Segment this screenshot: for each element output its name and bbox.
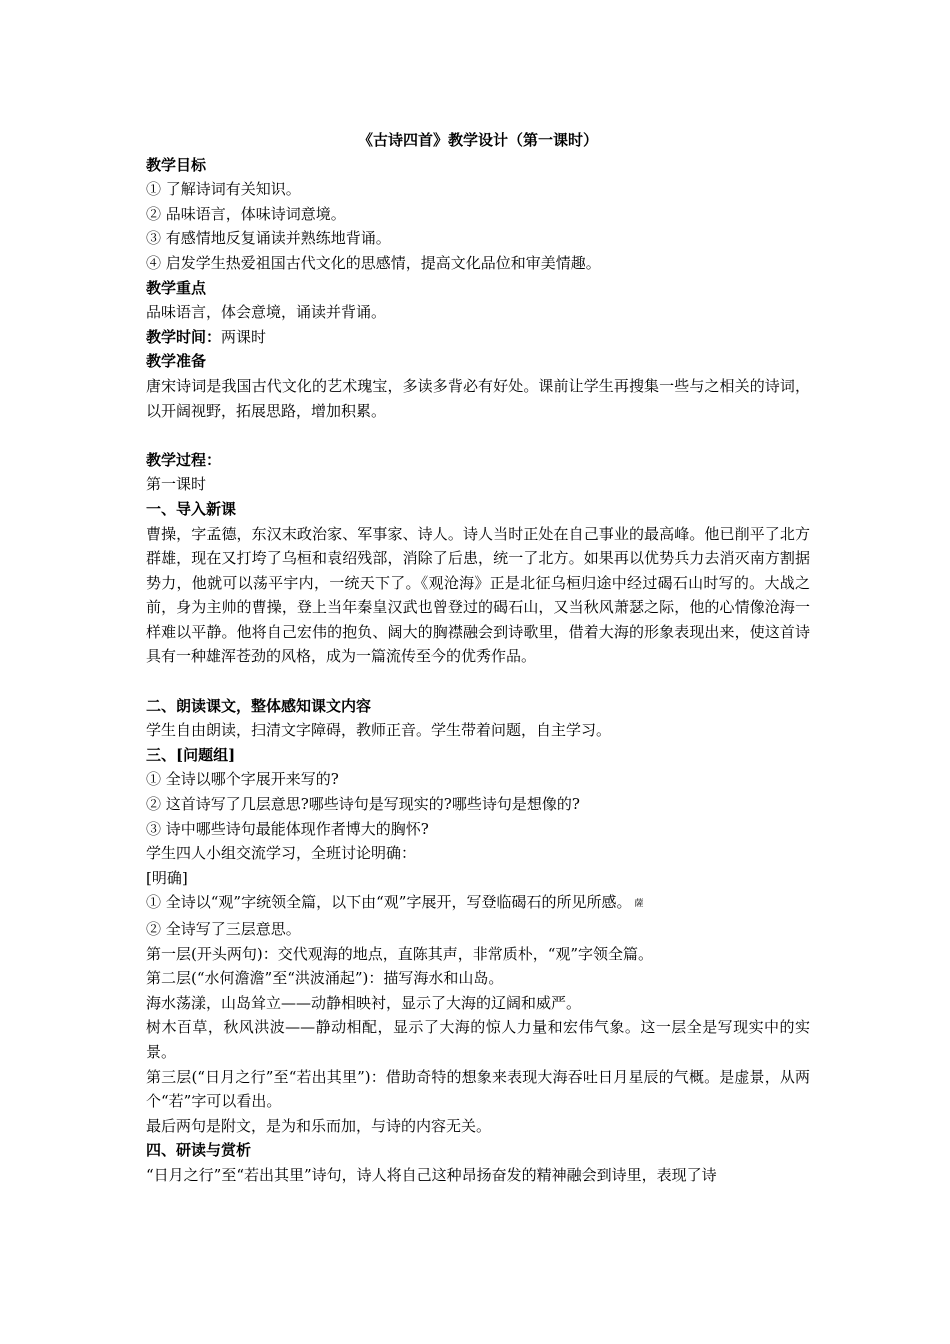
goal-item: ③ 有感情地反复诵读并熟练地背诵。 <box>146 229 391 248</box>
goal-item: ① 了解诗词有关知识。 <box>146 180 301 199</box>
question-item: ③ 诗中哪些诗句最能体现作者博大的胸怀? <box>146 819 429 838</box>
group-discussion-text: 学生四人小组交流学习，全班讨论明确： <box>146 844 417 863</box>
question-item: ② 这首诗写了几层意思?哪些诗句是写现实的?哪些诗句是想像的? <box>146 795 580 814</box>
key-points-heading: 教学重点 <box>146 278 207 297</box>
section4-text: “日月之行”至“若出其里”诗句，诗人将自己这种昂扬奋发的精神融会到诗里，表现了诗 <box>146 1165 717 1184</box>
layer-2-text: 第二层(“水何澹澹”至“洪波涌起”)：描写海水和山岛。 <box>146 969 504 988</box>
layer-3-text: 第三层(“日月之行”至“若出其里”)：借助奇特的想象来表现大海吞吐日月星辰的气概。是虚景，从两个“若”字可以看出。 <box>146 1067 810 1111</box>
goal-item: ② 品味语言，体味诗词意境。 <box>146 204 346 223</box>
preparation-text: 唐宋诗词是我国古代文化的艺术瑰宝，多读多背必有好处。课前让学生再搜集一些与之相关的诗词，以开阔视野，拓展思路，增加积累。 <box>146 376 810 420</box>
teaching-time <box>146 325 810 350</box>
goal-item: ④ 启发学生热爱祖国古代文化的思感情，提高文化品位和审美情趣。 <box>146 253 601 272</box>
preparation-heading: 教学准备 <box>146 352 207 371</box>
section2-text: 学生自由朗读，扫清文字障碍，教师正音。学生带着问题，自主学习。 <box>146 721 612 740</box>
section1-heading: 一、导入新课 <box>146 499 237 518</box>
layer-2-detail-b: 树木百草，秋风洪波——静动相配，显示了大海的惊人力量和宏伟气象。这一层全是写现实中的实景。 <box>146 1018 810 1061</box>
answer-item <box>146 890 810 917</box>
lesson-label: 第一课时 <box>146 475 207 494</box>
goals-heading: 教学目标 <box>146 155 207 174</box>
section4-heading: 四、研读与赏析 <box>146 1141 252 1160</box>
section1-text: 曹操，字孟德，东汉末政治家、军事家、诗人。诗人当时正处在自己事业的最高峰。他已削平了北方群雄，现在又打垮了乌桓和袁绍残部，消除了后患，统一了北方。如果再以优势兵力去消灭南方割据势力，他就可以荡平宇内，一统天下了。《观沧海》正是北征乌桓归途中经过碣石山时写的。大战之前，身为主帅的曹操，登上当年秦皇汉武也曾登过的碣石山，又当秋风萧瑟之际，他的心情像沧海一样难以平静。他将自己宏伟的抱负、阔大的胸襟融会到诗歌里，借着大海的形象表现出来，使这首诗具有一种雄浑苍劲的风格，成为一篇流传至今的优秀作品。 <box>146 524 810 666</box>
teaching-time-label: 教学时间： <box>146 327 222 346</box>
answer-item: ② 全诗写了三层意思。 <box>146 920 301 938</box>
spacer <box>146 423 810 448</box>
document-body <box>146 128 810 1188</box>
stray-mark: 薩 <box>634 899 644 910</box>
process-heading: 教学过程： <box>146 450 222 469</box>
layer-1-text: 第一层(开头两句)：交代观海的地点，直陈其声，非常质朴，“观”字领全篇。 <box>146 944 654 963</box>
clarify-label: [明确] <box>146 868 188 887</box>
document-title: 《古诗四首》教学设计（第一课时） <box>357 131 598 149</box>
section3-heading: 三、[问题组] <box>146 745 236 764</box>
teaching-time-value: 两课时 <box>221 327 267 346</box>
spacer <box>146 669 810 694</box>
question-item: ① 全诗以哪个字展开来写的? <box>146 770 339 789</box>
section2-heading: 二、朗读课文，整体感知课文内容 <box>146 696 372 715</box>
key-points-text: 品味语言，体会意境，诵读并背诵。 <box>146 303 387 322</box>
layer-2-detail-a: 海水荡漾，山岛耸立——动静相映衬，显示了大海的辽阔和威严。 <box>146 993 582 1012</box>
answer-text: ① 全诗以“观”字统领全篇，以下由“观”字展开，写登临碣石的所见所感。 <box>146 893 632 912</box>
last-lines-text: 最后两句是附文，是为和乐而加，与诗的内容无关。 <box>146 1116 492 1135</box>
